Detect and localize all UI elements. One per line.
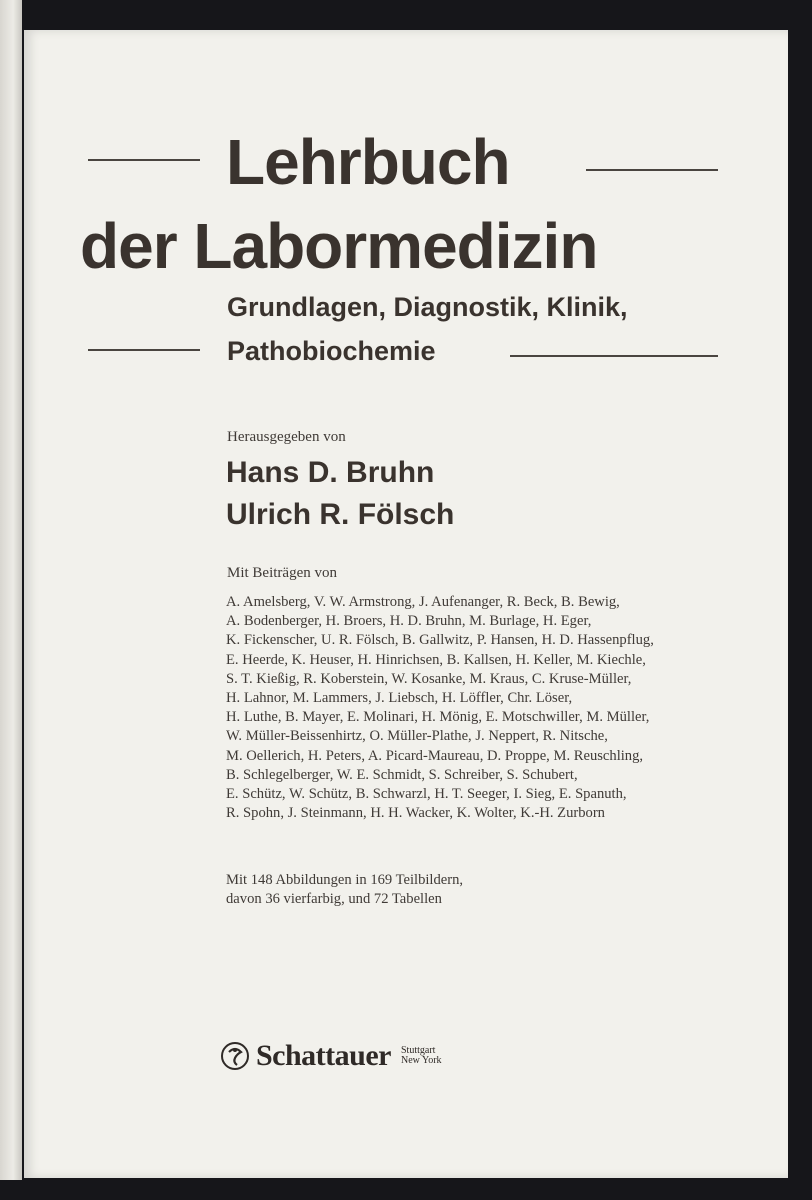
rule-subtitle-left [88, 349, 200, 351]
illustrations-note-line-1: Mit 148 Abbildungen in 169 Teilbildern, [226, 872, 464, 888]
contributors-line: A. Bodenberger, H. Broers, H. D. Bruhn, M. Burlage, H. Eger, [226, 613, 592, 630]
subtitle-line-2: Pathobiochemie [227, 336, 436, 366]
contributors-label: Mit Beiträgen von [227, 565, 337, 581]
contributors-list [226, 593, 654, 823]
contributors-line: R. Spohn, J. Steinmann, H. H. Wacker, K. Wolter, K.-H. Zurborn [226, 805, 605, 822]
contributors-line: H. Luthe, B. Mayer, E. Molinari, H. Mönig, E. Motschwiller, M. Müller, [226, 709, 650, 726]
contributors-line: E. Heerde, K. Heuser, H. Hinrichsen, B. Kallsen, H. Keller, M. Kiechle, [226, 651, 646, 668]
contributors-line: M. Oellerich, H. Peters, A. Picard-Maureau, D. Proppe, M. Reuschling, [226, 747, 644, 764]
publisher-city: New York [400, 1055, 442, 1066]
editor-name: Hans D. Bruhn [226, 456, 435, 489]
contributors-line: K. Fickenscher, U. R. Fölsch, B. Gallwitz, P. Hansen, H. D. Hassenpflug, [226, 632, 654, 649]
contributors-line: S. T. Kießig, R. Koberstein, W. Kosanke, M. Kraus, C. Kruse-Müller, [226, 670, 632, 687]
subtitle-line-1: Grundlagen, Diagnostik, Klinik, [227, 292, 628, 322]
contributors-line: B. Schlegelberger, W. E. Schmidt, S. Schreiber, S. Schubert, [226, 766, 578, 783]
contributors-line: W. Müller-Beissenhirtz, O. Müller-Plathe, J. Neppert, R. Nitsche, [226, 728, 608, 745]
contributors-line: H. Lahnor, M. Lammers, J. Liebsch, H. Löffler, Chr. Löser, [226, 689, 573, 706]
publisher-cities [401, 1046, 442, 1066]
title-line-2: der Labormedizin [80, 210, 598, 282]
illustrations-note-line-2: davon 36 vierfarbig, und 72 Tabellen [226, 891, 442, 907]
editors-label: Herausgegeben von [227, 429, 346, 445]
publisher-city: Stuttgart [400, 1045, 436, 1056]
rule-title-left [88, 159, 200, 161]
title-page [24, 30, 788, 1178]
title-line-1: Lehrbuch [226, 126, 510, 198]
editor-name: Ulrich R. Fölsch [226, 498, 455, 531]
publisher-name: Schattauer [256, 1039, 391, 1072]
contributors-line: A. Amelsberg, V. W. Armstrong, J. Aufenanger, R. Beck, B. Bewig, [226, 594, 620, 610]
publisher-imprint [220, 1036, 442, 1076]
rule-subtitle-right [510, 355, 718, 357]
contributors-line: E. Schütz, W. Schütz, B. Schwarzl, H. T. Seeger, I. Sieg, E. Spanuth, [226, 785, 627, 802]
schattauer-logo-icon [220, 1041, 250, 1071]
rule-title-right [586, 169, 718, 171]
adjacent-page-edge [0, 0, 22, 1180]
